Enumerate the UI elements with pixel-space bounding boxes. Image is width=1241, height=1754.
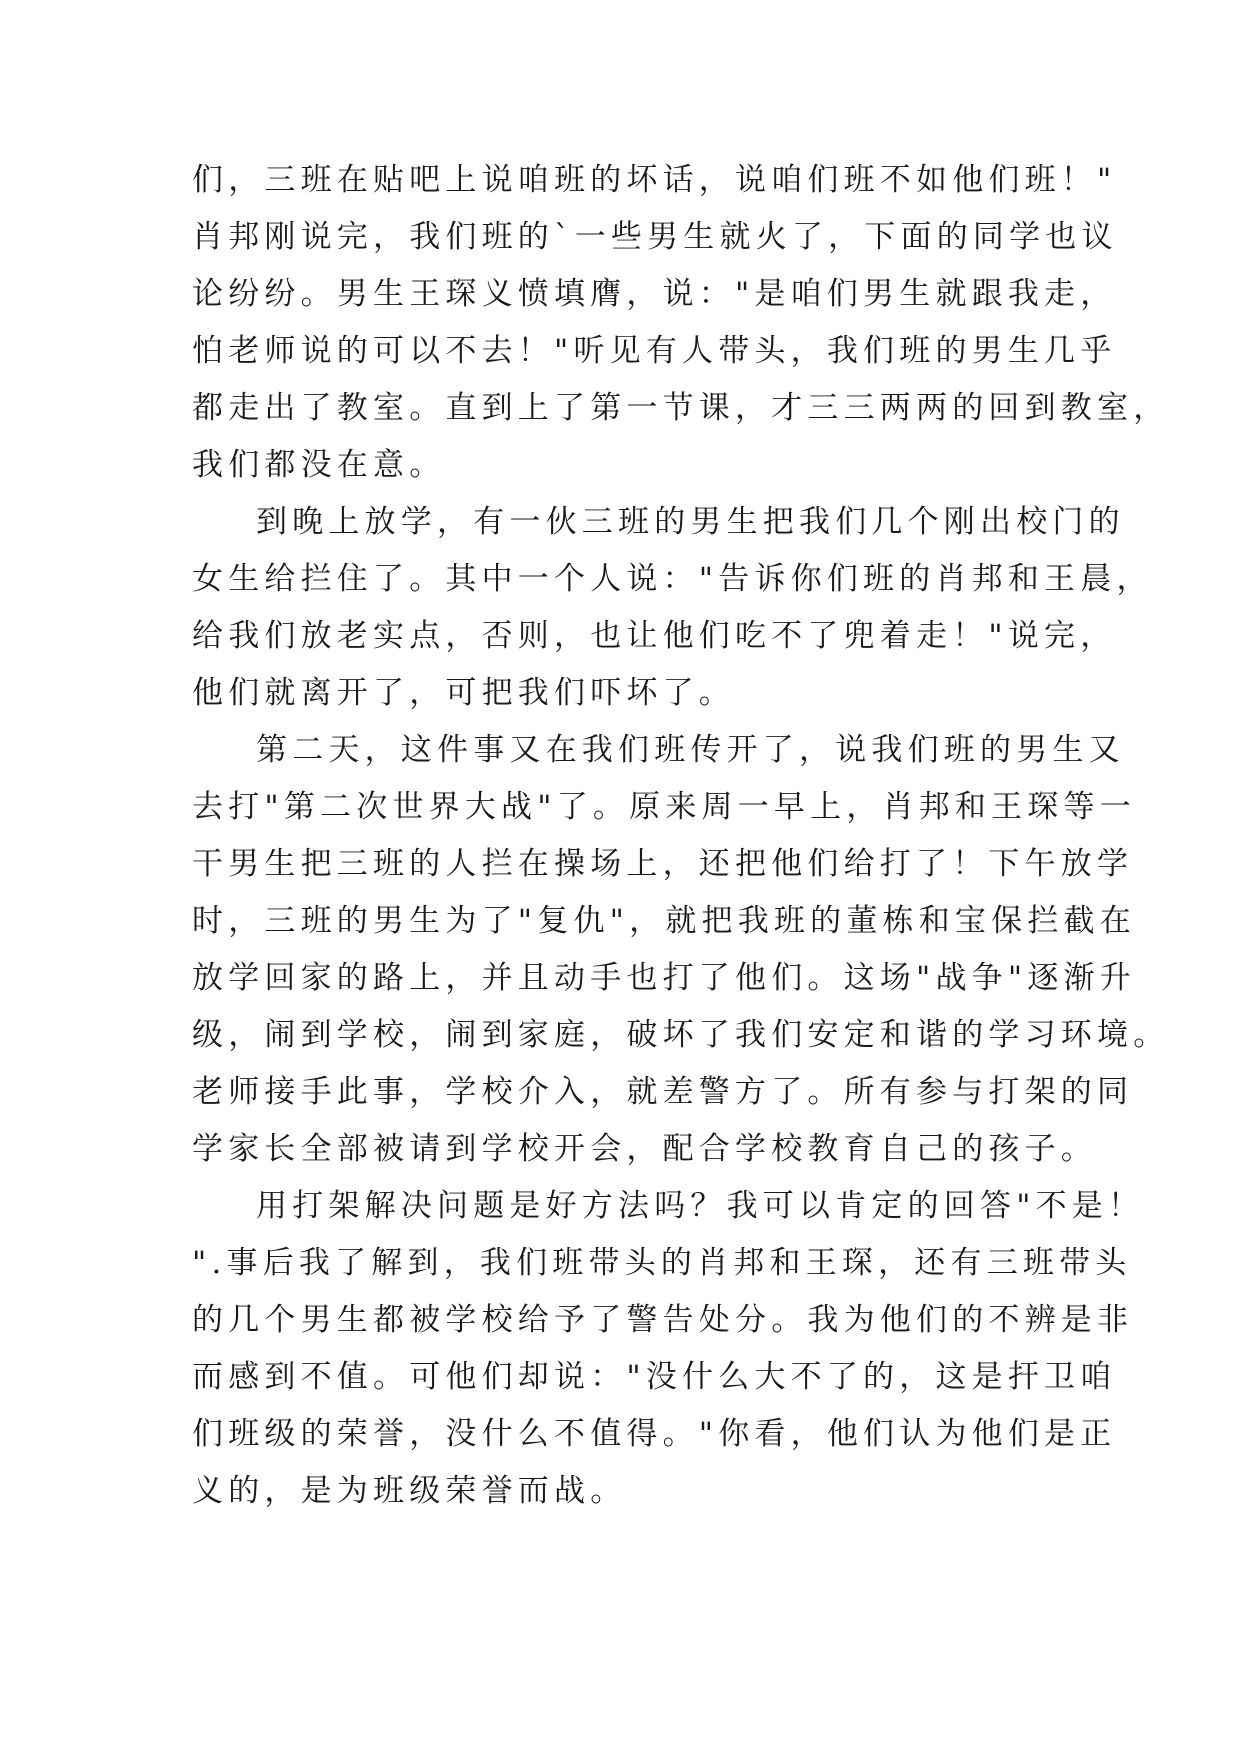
text-line: 女生给拦住了。其中一个人说："告诉你们班的肖邦和王晨， bbox=[192, 561, 1153, 597]
text-line: 义的，是为班级荣誉而战。 bbox=[192, 1473, 627, 1509]
text-line: 他们就离开了，可把我们吓坏了。 bbox=[192, 675, 735, 711]
text-line: 到晚上放学，有一伙三班的男生把我们几个刚出校门的 bbox=[256, 504, 1125, 540]
text-line: 时，三班的男生为了"复仇"，就把我班的董栋和宝保拦截在 bbox=[192, 903, 1136, 939]
text-line: 都走出了教室。直到上了第一节课，才三三两两的回到教室， bbox=[192, 390, 1170, 426]
text-line: 论纷纷。男生王琛义愤填膺，说："是咱们男生就跟我走， bbox=[192, 276, 1117, 312]
text-line: 级，闹到学校，闹到家庭，破坏了我们安定和谐的学习环境。 bbox=[192, 1017, 1170, 1053]
paragraph-4 bbox=[192, 1178, 1145, 1520]
text-line: 放学回家的路上，并且动手也打了他们。这场"战争"逐渐升 bbox=[192, 960, 1136, 996]
text-line: 们，三班在贴吧上说咱班的坏话，说咱们班不如他们班！" bbox=[192, 162, 1117, 198]
text-line: 老师接手此事，学校介入，就差警方了。所有参与打架的同 bbox=[192, 1074, 1134, 1110]
text-line: 用打架解决问题是好方法吗？我可以肯定的回答"不是！ bbox=[256, 1188, 1145, 1224]
body-text bbox=[192, 152, 1170, 1520]
text-line: 而感到不值。可他们却说："没什么大不了的，这是扞卫咱 bbox=[192, 1359, 1117, 1395]
text-line: 怕老师说的可以不去！"听见有人带头，我们班的男生几乎 bbox=[192, 333, 1117, 369]
text-line: 第二天，这件事又在我们班传开了，说我们班的男生又 bbox=[256, 732, 1125, 768]
text-line: 的几个男生都被学校给予了警告处分。我为他们的不辨是非 bbox=[192, 1302, 1134, 1338]
paragraph-2 bbox=[192, 494, 1153, 722]
text-line: 我们都没在意。 bbox=[192, 447, 446, 483]
text-line: 肖邦刚说完，我们班的`一些男生就火了，下面的同学也议 bbox=[192, 219, 1118, 255]
text-line: 们班级的荣誉，没什么不值得。"你看，他们认为他们是正 bbox=[192, 1416, 1117, 1452]
text-line: 干男生把三班的人拦在操场上，还把他们给打了！下午放学 bbox=[192, 846, 1134, 882]
text-line: 去打"第二次世界大战"了。原来周一早上，肖邦和王琛等一 bbox=[192, 789, 1136, 825]
text-line: 学家长全部被请到学校开会，配合学校教育自己的孩子。 bbox=[192, 1131, 1097, 1167]
paragraph-3 bbox=[192, 722, 1170, 1178]
text-line: 给我们放老实点，否则，也让他们吃不了兜着走！"说完， bbox=[192, 618, 1117, 654]
text-line: ".事后我了解到，我们班带头的肖邦和王琛，还有三班带头 bbox=[192, 1245, 1132, 1281]
paragraph-1 bbox=[192, 152, 1170, 494]
